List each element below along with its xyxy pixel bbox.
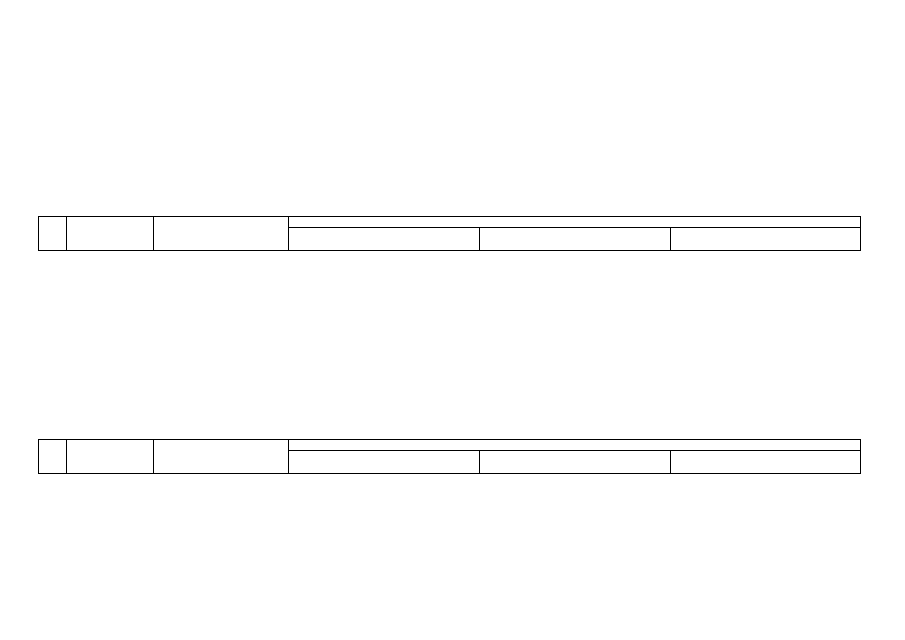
header-fixed bbox=[289, 451, 480, 474]
header-category bbox=[67, 440, 154, 474]
header-performance bbox=[480, 451, 671, 474]
table-15 bbox=[38, 216, 861, 251]
header-total bbox=[154, 217, 289, 251]
header-number bbox=[39, 217, 67, 251]
header-manager-decision bbox=[671, 228, 861, 251]
header-category bbox=[67, 217, 154, 251]
header-fixed bbox=[289, 228, 480, 251]
table-15-header bbox=[39, 217, 861, 251]
table-16-header bbox=[39, 440, 861, 474]
header-performance bbox=[480, 228, 671, 251]
header-including bbox=[289, 217, 861, 228]
header-manager-decision bbox=[671, 451, 861, 474]
header-number bbox=[39, 440, 67, 474]
header-including bbox=[289, 440, 861, 451]
table-16 bbox=[38, 439, 861, 474]
header-total bbox=[154, 440, 289, 474]
